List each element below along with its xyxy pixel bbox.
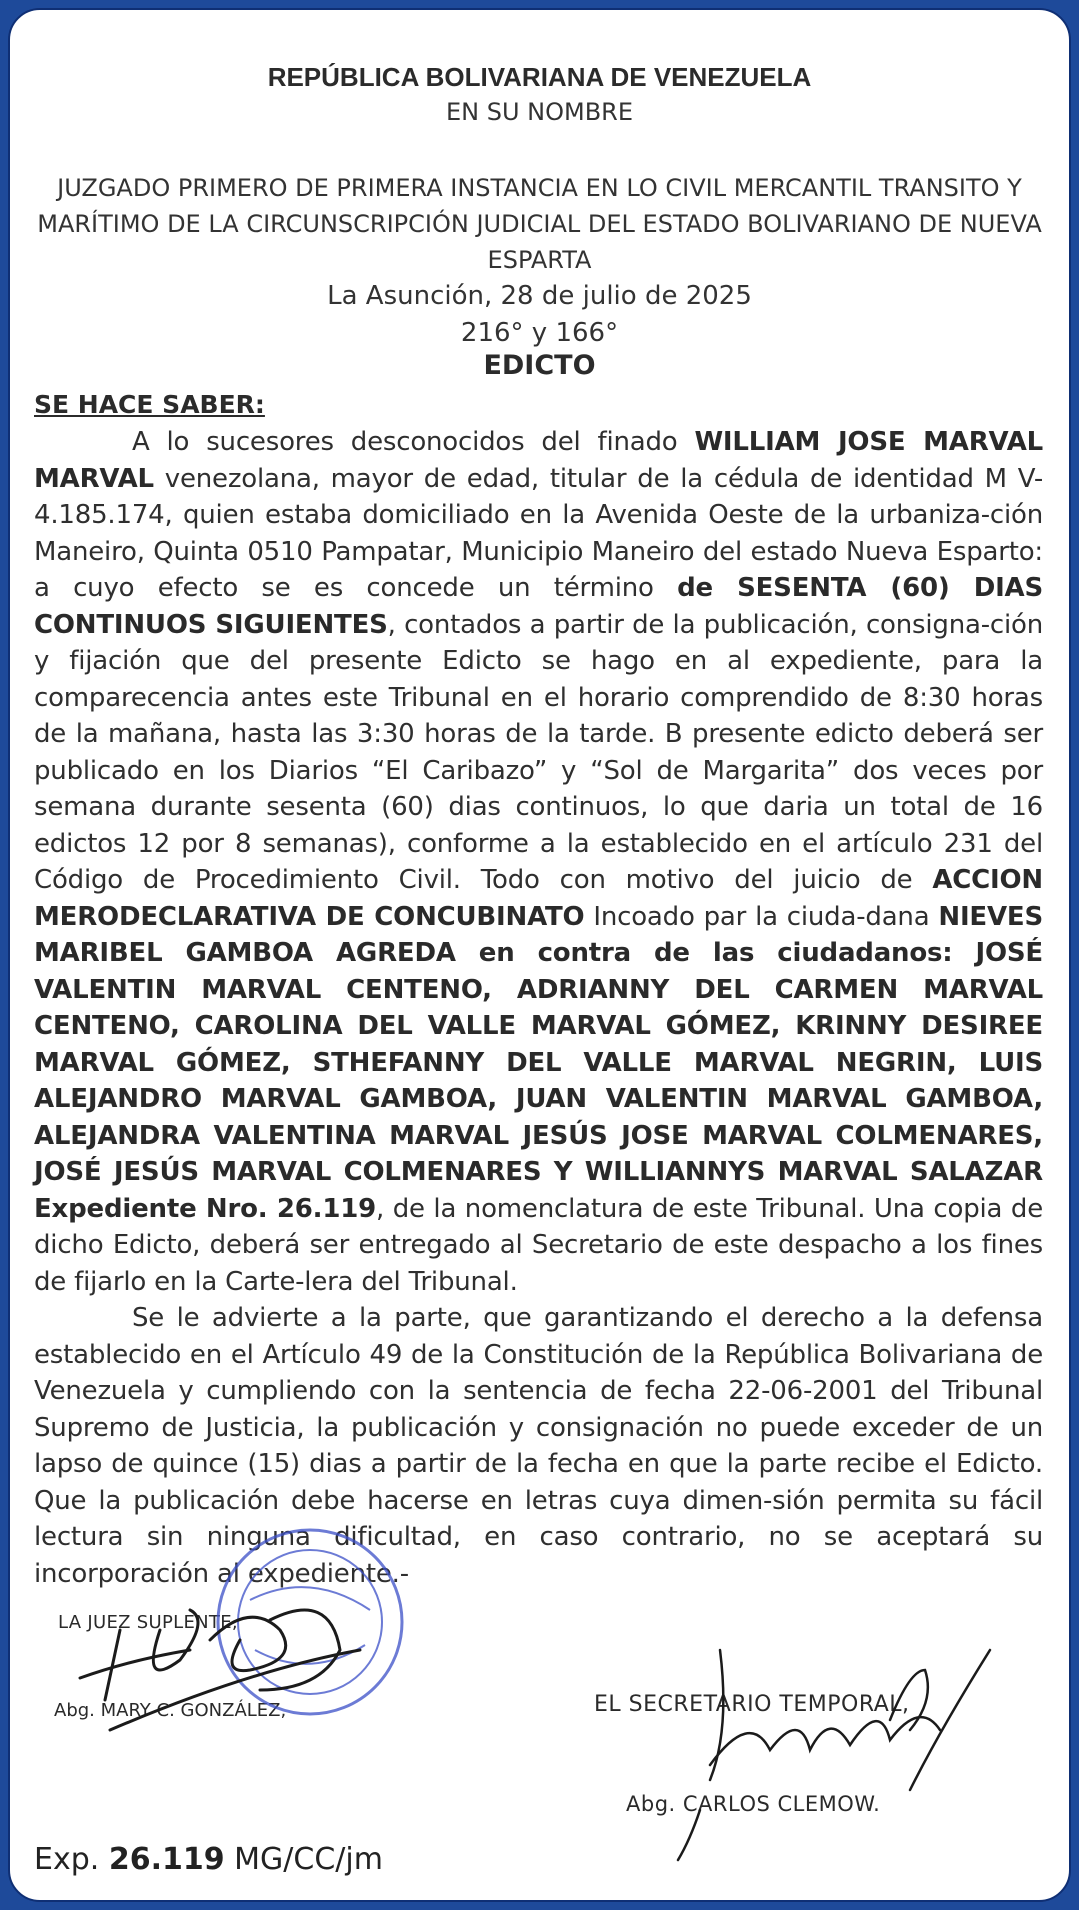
secretary-signature — [678, 1650, 990, 1860]
p1-bold-term: de SESENTA (60) DIAS CONTINUOS SIGUIENTES — [34, 573, 1043, 640]
p1-text-5: , de la nomenclatura de este Tribunal. Una copia de dicho Edicto, deberá ser entregado al Secretario de este despacho a los fines de fijarlo en la Carte-lera del Tribunal. — [34, 1193, 1043, 1297]
judge-signature — [80, 1610, 360, 1730]
p1-bold-action: ACCION MERODECLARATIVA DE CONCUBINATO — [34, 865, 1043, 932]
file-initials: MG/CC/jm — [234, 1842, 383, 1877]
p1-bold-deceased: WILLIAM JOSE MARVAL MARVAL — [34, 427, 1043, 494]
p1-text-4: Incoado par la ciuda-dana — [584, 901, 939, 932]
file-prefix: Exp. — [34, 1842, 100, 1877]
p1-text-2: venezolana, mayor de edad, titular de la cédula de identidad M V-4.185.174, quien estaba domiciliado en la Avenida Oeste de la urbaniza-ción Maneiro, Quinta 0510 Pampatar, Municipio Maneiro del estado Nueva Esparto: a cuyo efecto se es concede un término — [34, 463, 1043, 603]
place-date: La Asunción, 28 de julio de 2025 — [327, 281, 752, 311]
file-reference — [34, 1842, 383, 1877]
court-name: JUZGADO PRIMERO DE PRIMERA INSTANCIA EN LO CIVIL MERCANTIL TRANSITO Y MARÍTIMO DE LA CIRCUNSCRIPCIÓN JUDICIAL DEL ESTADO BOLIVARIANO DE NUEVA ESPARTA — [37, 174, 1042, 274]
secretary-name: Abg. CARLOS CLEMOW. — [626, 1792, 881, 1816]
doc-title: EDICTO — [483, 350, 596, 381]
p1-text-3: , contados a partir de la publicación, consigna-ción y fijación que del presente Edicto se hago en al expediente, para la comparecencia antes este Tribunal en el horario comprendido de 8:30 horas de la mañana, hasta las 3:30 horas de la tarde. B presente edicto deberá ser publicado en los Diarios “El Caribazo” y “Sol de Margarita” dos veces por semana durante sesenta (60) dias continuos, lo que daria un total de 16 edictos 12 por 8 semanas), conforme a la establecido en el artículo 231 del Código de Procedimiento Civil. Todo con motivo del juicio de — [34, 609, 1043, 895]
judge-role: LA JUEZ SUPLENTE, — [58, 1612, 238, 1633]
judge-name: Abg. MARY C. GONZÁLEZ, — [54, 1700, 287, 1721]
paragraph-2: Se le advierte a la parte, que garantizando el derecho a la defensa establecido en el Artículo 49 de la Constitución de la República Bolivariana de Venezuela y cumpliendo con la sentencia de fecha 22-06-2001 del Tribunal Supremo de Justicia, la publicación y consignación no puede exceder de un lapso de quince (15) dias a partir de la fecha en que la parte recibe el Edicto. Que la publicación debe hacerse en letras cuya dimen-sión permita su fácil lectura sin ninguna dificultad, en caso contrario, no se aceptará su incorporación al expediente.- — [34, 1303, 1043, 1589]
republic-heading: REPÚBLICA BOLIVARIANA DE VENEZUELA — [267, 62, 812, 92]
signatures-overlay — [10, 10, 1073, 1904]
p1-text-1: A lo sucesores desconocidos del finado — [132, 427, 695, 457]
en-su-nombre: EN SU NOMBRE — [445, 98, 634, 126]
p1-bold-parties: NIEVES MARIBEL GAMBOA AGREDA en contra de las ciudadanos: JOSÉ VALENTIN MARVAL CENTENO, ADRIANNY DEL CARMEN MARVAL CENTENO, CAROLINA DEL VALLE MARVAL GÓMEZ, KRINNY DESIREE MARVAL GÓMEZ, STHEFANNY DEL VALLE MARVAL NEGRIN, LUIS ALEJANDRO MARVAL GAMBOA, JUAN VALENTIN MARVAL GAMBOA, ALEJANDRA VALENTINA MARVAL JESÚS JOSE MARVAL COLMENARES, JOSÉ JESÚS MARVAL COLMENARES Y WILLIANNYS MARVAL SALAZAR Expediente Nro. 26.119 — [34, 901, 1043, 1224]
years: 216° y 166° — [460, 318, 619, 348]
court-stamp — [218, 1530, 402, 1714]
file-number: 26.119 — [108, 1842, 225, 1877]
document-page — [8, 8, 1071, 1902]
se-hace-saber-heading: SE HACE SABER: — [34, 390, 265, 419]
secretary-role: EL SECRETARIO TEMPORAL, — [594, 1692, 910, 1717]
